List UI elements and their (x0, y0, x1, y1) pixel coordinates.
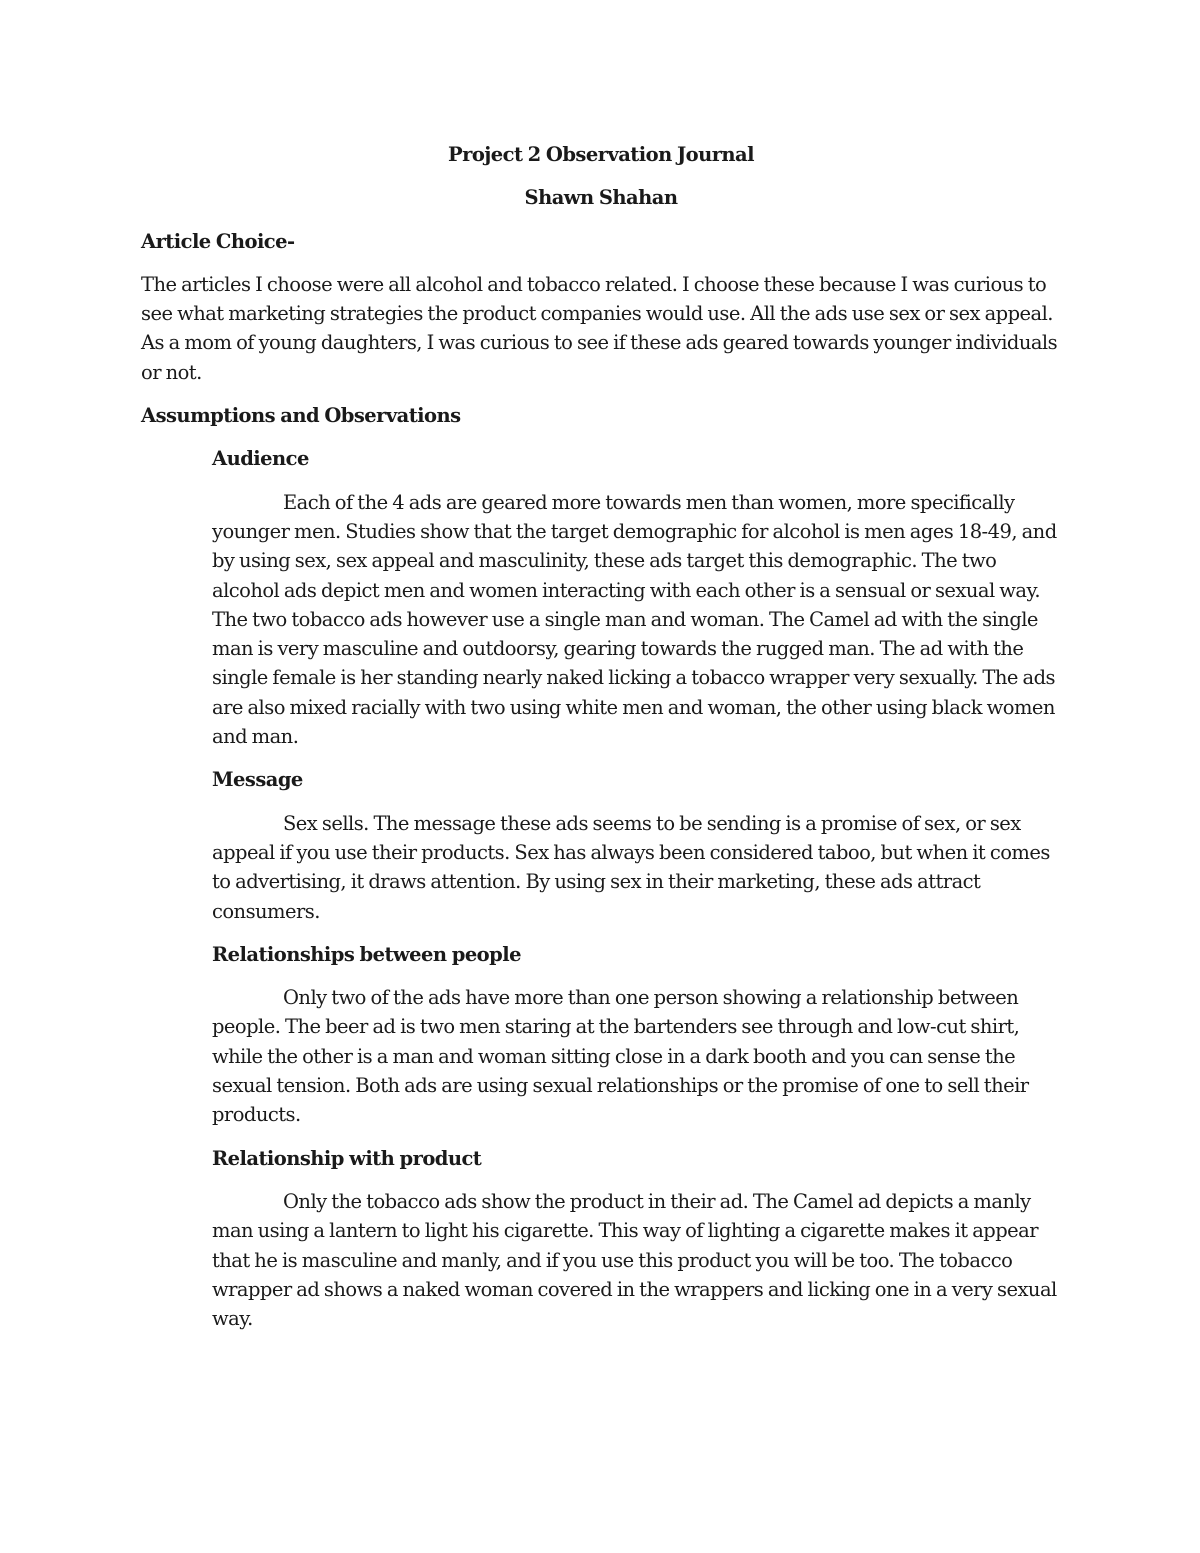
document-content (141, 140, 1061, 1333)
heading-assumptions-observations: Assumptions and Observations (141, 404, 461, 428)
heading-article-choice: Article Choice- (141, 229, 295, 253)
paragraph-article-choice: The articles I choose were all alcohol and tobacco related. I choose these because I was curious to see what marketing strategies the product companies would use. All the ads use sex or sex appeal. As a mom of young daughters, I was curious to see if these ads geared towards younger individuals or not. (141, 272, 1058, 384)
paragraph-relationships-between-people: Only two of the ads have more than one person showing a relationship between people. The beer ad is two men staring at the bartenders see through and low-cut shirt, while the other is a man and woman sitting close in a dark booth and you can sense the sexual tension. Both ads are using sexual relationships or the promise of one to sell their products. (212, 986, 1029, 1127)
heading-message: Message (212, 768, 303, 792)
heading-relationship-with-product: Relationship with product (212, 1146, 482, 1170)
paragraph-relationship-with-product: Only the tobacco ads show the product in their ad. The Camel ad depicts a manly man using a lantern to light his cigarette. This way of lighting a cigarette makes it appear that he is masculine and manly, and if you use this product you will be too. The tobacco wrapper ad shows a naked woman covered in the wrappers and licking one in a very sexual way. (212, 1189, 1057, 1331)
document-title: Project 2 Observation Journal (447, 143, 755, 166)
heading-relationships-between-people: Relationships between people (212, 942, 521, 966)
document-author: Shawn Shahan (524, 186, 678, 210)
heading-audience: Audience (212, 447, 309, 471)
paragraph-message: Sex sells. The message these ads seems to be sending is a promise of sex, or sex appeal if you use their products. Sex has always been considered taboo, but when it comes to advertising, it draws attention. By using sex in their marketing, these ads attract consumers. (212, 811, 1050, 923)
paragraph-audience: Each of the 4 ads are geared more towards men than women, more specifically younger men. Studies show that the target demographic for alcohol is men ages 18-49, and by using sex, sex appeal and masculinity, these ads target this demographic. The two alcohol ads depict men and women interacting with each other is a sensual or sexual way. The two tobacco ads however use a single man and woman. The Camel ad with the single man is very masculine and outdoorsy, gearing towards the rugged man. The ad with the single female is her standing nearly naked licking a tobacco wrapper very sexually. The ads are also mixed racially with two using white men and woman, the other using black women and man. (212, 490, 1057, 749)
